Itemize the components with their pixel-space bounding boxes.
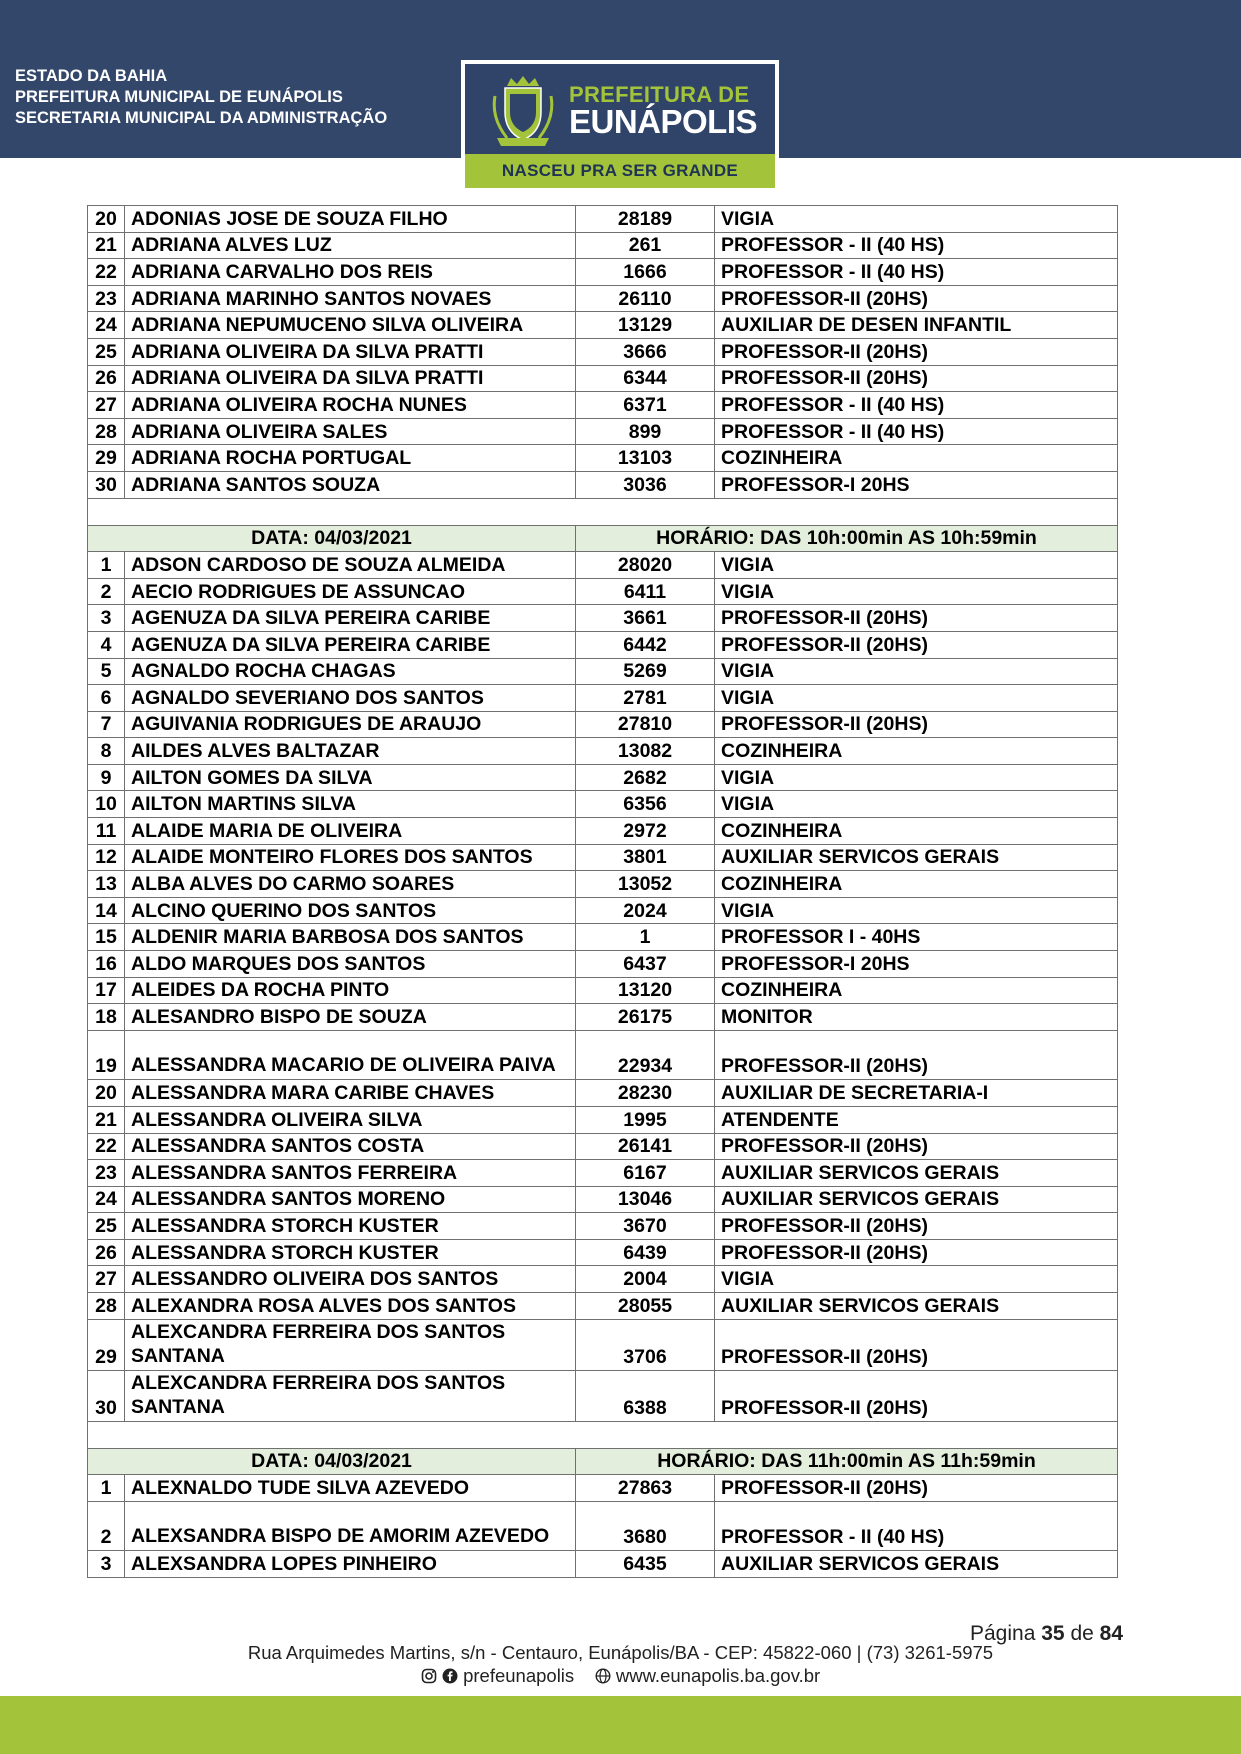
employee-name: AECIO RODRIGUES DE ASSUNCAO (125, 578, 576, 605)
table-row (88, 206, 1118, 233)
logo-title-line1: PREFEITURA DE (569, 82, 750, 107)
row-number: 28 (88, 1293, 125, 1320)
page-current: 35 (1041, 1622, 1065, 1645)
job-title: PROFESSOR - II (40 HS) (715, 392, 1118, 419)
registration-number: 5269 (576, 658, 715, 685)
table-row (88, 338, 1118, 365)
registration-number: 6435 (576, 1551, 715, 1578)
registration-number: 2972 (576, 818, 715, 845)
row-number: 27 (88, 392, 125, 419)
employee-name: ALESSANDRA SANTOS MORENO (125, 1186, 576, 1213)
table-row (88, 1106, 1118, 1133)
table-row (88, 1266, 1118, 1293)
prefeitura-logo (461, 60, 779, 192)
employee-name: ADRIANA NEPUMUCENO SILVA OLIVEIRA (125, 312, 576, 339)
employee-name: ADONIAS JOSE DE SOUZA FILHO (125, 206, 576, 233)
job-title: AUXILIAR DE SECRETARIA-I (715, 1080, 1118, 1107)
table-row (88, 445, 1118, 472)
registration-number: 27810 (576, 711, 715, 738)
table-row (88, 1501, 1118, 1551)
employee-name: AILTON MARTINS SILVA (125, 791, 576, 818)
job-title: COZINHEIRA (715, 818, 1118, 845)
job-title: AUXILIAR SERVICOS GERAIS (715, 844, 1118, 871)
employee-name: ALESSANDRA STORCH KUSTER (125, 1213, 576, 1240)
table-row (88, 259, 1118, 286)
employee-name: AGUIVANIA RODRIGUES DE ARAUJO (125, 711, 576, 738)
table-row (88, 1186, 1118, 1213)
table-row (88, 418, 1118, 445)
row-number: 3 (88, 1551, 125, 1578)
table-row (88, 605, 1118, 632)
table-row (88, 658, 1118, 685)
spacer-cell (88, 1421, 1118, 1448)
registration-number: 2682 (576, 764, 715, 791)
row-number: 17 (88, 977, 125, 1004)
job-title: PROFESSOR-II (20HS) (715, 605, 1118, 632)
row-number: 6 (88, 685, 125, 712)
table-row (88, 1160, 1118, 1187)
row-number: 3 (88, 605, 125, 632)
section-date: DATA: 04/03/2021 (88, 525, 576, 552)
row-number: 1 (88, 1475, 125, 1502)
table-row (88, 1004, 1118, 1031)
row-number: 10 (88, 791, 125, 818)
registration-number: 22934 (576, 1030, 715, 1080)
employee-name: ALDENIR MARIA BARBOSA DOS SANTOS (125, 924, 576, 951)
registration-number: 3661 (576, 605, 715, 632)
row-number: 20 (88, 1080, 125, 1107)
registration-number: 28189 (576, 206, 715, 233)
table-row (88, 924, 1118, 951)
job-title: AUXILIAR DE DESEN INFANTIL (715, 312, 1118, 339)
job-title: VIGIA (715, 897, 1118, 924)
employee-name: AILDES ALVES BALTAZAR (125, 738, 576, 765)
job-title: PROFESSOR-II (20HS) (715, 1475, 1118, 1502)
employee-name: ALESSANDRA MACARIO DE OLIVEIRA PAIVA (125, 1030, 576, 1080)
job-title: VIGIA (715, 552, 1118, 579)
page-total: 84 (1099, 1622, 1123, 1645)
spacer-cell (88, 498, 1118, 525)
row-number: 12 (88, 844, 125, 871)
job-title: AUXILIAR SERVICOS GERAIS (715, 1186, 1118, 1213)
table-row (88, 791, 1118, 818)
employee-name: ADRIANA ROCHA PORTUGAL (125, 445, 576, 472)
employee-name: ALEXSANDRA LOPES PINHEIRO (125, 1551, 576, 1578)
table-row (88, 1551, 1118, 1578)
row-number: 27 (88, 1266, 125, 1293)
job-title: PROFESSOR-II (20HS) (715, 1319, 1118, 1370)
employee-name: ALDO MARQUES DOS SANTOS (125, 951, 576, 978)
table-row (88, 951, 1118, 978)
registration-number: 13082 (576, 738, 715, 765)
page-prefix: Página (970, 1622, 1036, 1645)
job-title: PROFESSOR-II (20HS) (715, 285, 1118, 312)
row-number: 11 (88, 818, 125, 845)
table-row (88, 1239, 1118, 1266)
row-number: 26 (88, 365, 125, 392)
table-row (88, 1475, 1118, 1502)
job-title: PROFESSOR-II (20HS) (715, 338, 1118, 365)
row-number: 13 (88, 871, 125, 898)
facebook-icon (442, 1668, 458, 1684)
job-title: COZINHEIRA (715, 445, 1118, 472)
employee-name: AGNALDO SEVERIANO DOS SANTOS (125, 685, 576, 712)
globe-icon (595, 1668, 611, 1684)
table-row (88, 392, 1118, 419)
table-row (88, 764, 1118, 791)
row-number: 19 (88, 1030, 125, 1080)
row-number: 15 (88, 924, 125, 951)
header-line-secretariat: SECRETARIA MUNICIPAL DA ADMINISTRAÇÃO (15, 109, 388, 127)
row-number: 18 (88, 1004, 125, 1031)
employee-name: AILTON GOMES DA SILVA (125, 764, 576, 791)
row-number: 4 (88, 631, 125, 658)
employee-name: ALEXCANDRA FERREIRA DOS SANTOS SANTANA (125, 1370, 576, 1421)
table-row (88, 1319, 1118, 1370)
row-number: 22 (88, 259, 125, 286)
table-row (88, 844, 1118, 871)
job-title: PROFESSOR - II (40 HS) (715, 418, 1118, 445)
employee-name: ALESSANDRA SANTOS FERREIRA (125, 1160, 576, 1187)
table-row (88, 1293, 1118, 1320)
job-title: PROFESSOR-II (20HS) (715, 711, 1118, 738)
employee-name: ADRIANA OLIVEIRA ROCHA NUNES (125, 392, 576, 419)
row-number: 1 (88, 552, 125, 579)
table-row (88, 365, 1118, 392)
job-title: VIGIA (715, 578, 1118, 605)
row-number: 30 (88, 1370, 125, 1421)
row-number: 2 (88, 1501, 125, 1551)
job-title: PROFESSOR-II (20HS) (715, 1370, 1118, 1421)
job-title: PROFESSOR-II (20HS) (715, 365, 1118, 392)
employee-name: ALCINO QUERINO DOS SANTOS (125, 897, 576, 924)
registration-number: 1995 (576, 1106, 715, 1133)
row-number: 16 (88, 951, 125, 978)
registration-number: 3680 (576, 1501, 715, 1551)
registration-number: 13052 (576, 871, 715, 898)
employee-name: ALESSANDRA OLIVEIRA SILVA (125, 1106, 576, 1133)
job-title: VIGIA (715, 685, 1118, 712)
row-number: 28 (88, 418, 125, 445)
section-date: DATA: 04/03/2021 (88, 1448, 576, 1475)
table-row (88, 552, 1118, 579)
registration-number: 2004 (576, 1266, 715, 1293)
row-number: 22 (88, 1133, 125, 1160)
registration-number: 3666 (576, 338, 715, 365)
employee-name: ADRIANA CARVALHO DOS REIS (125, 259, 576, 286)
registration-number: 13120 (576, 977, 715, 1004)
job-title: PROFESSOR-II (20HS) (715, 1030, 1118, 1080)
job-title: VIGIA (715, 764, 1118, 791)
instagram-icon (421, 1668, 437, 1684)
table-row (88, 977, 1118, 1004)
job-title: PROFESSOR-II (20HS) (715, 1239, 1118, 1266)
header-line-state: ESTADO DA BAHIA (15, 67, 168, 85)
city-crest-icon (487, 72, 559, 148)
registration-number: 6388 (576, 1370, 715, 1421)
employee-name: ALESSANDRA SANTOS COSTA (125, 1133, 576, 1160)
job-title: PROFESSOR - II (40 HS) (715, 259, 1118, 286)
section-time: HORÁRIO: DAS 10h:00min AS 10h:59min (576, 525, 1118, 552)
job-title: PROFESSOR-I 20HS (715, 951, 1118, 978)
table-row (88, 1133, 1118, 1160)
table-row (88, 1213, 1118, 1240)
registration-number: 28020 (576, 552, 715, 579)
section-time: HORÁRIO: DAS 11h:00min AS 11h:59min (576, 1448, 1118, 1475)
table-row (88, 578, 1118, 605)
table-row (88, 738, 1118, 765)
job-title: PROFESSOR I - 40HS (715, 924, 1118, 951)
registration-number: 13103 (576, 445, 715, 472)
registration-number: 6437 (576, 951, 715, 978)
row-number: 26 (88, 1239, 125, 1266)
registration-number: 28230 (576, 1080, 715, 1107)
employee-name: ALESSANDRA MARA CARIBE CHAVES (125, 1080, 576, 1107)
job-title: PROFESSOR-I 20HS (715, 471, 1118, 498)
job-title: AUXILIAR SERVICOS GERAIS (715, 1160, 1118, 1187)
website-link[interactable]: www.eunapolis.ba.gov.br (615, 1665, 821, 1686)
row-number: 7 (88, 711, 125, 738)
employee-name: ALEXNALDO TUDE SILVA AZEVEDO (125, 1475, 576, 1502)
registration-number: 6442 (576, 631, 715, 658)
job-title: VIGIA (715, 1266, 1118, 1293)
registration-number: 6356 (576, 791, 715, 818)
table-row (88, 1370, 1118, 1421)
row-number: 25 (88, 1213, 125, 1240)
registration-number: 6344 (576, 365, 715, 392)
employee-name: ALAIDE MARIA DE OLIVEIRA (125, 818, 576, 845)
header-text (15, 66, 387, 129)
table-row (88, 312, 1118, 339)
registration-number: 27863 (576, 1475, 715, 1502)
registration-number: 6411 (576, 578, 715, 605)
row-number: 24 (88, 1186, 125, 1213)
registration-number: 6439 (576, 1239, 715, 1266)
registration-number: 3670 (576, 1213, 715, 1240)
registration-number: 13046 (576, 1186, 715, 1213)
registration-number: 26110 (576, 285, 715, 312)
registration-number: 26141 (576, 1133, 715, 1160)
registration-number: 2024 (576, 897, 715, 924)
table-row (88, 1080, 1118, 1107)
footer-links (0, 1665, 1241, 1687)
footer-address: Rua Arquimedes Martins, s/n - Centauro, Eunápolis/BA - CEP: 45822-060 | (73) 3261-5975 (247, 1642, 994, 1663)
job-title: AUXILIAR SERVICOS GERAIS (715, 1551, 1118, 1578)
registration-number: 3036 (576, 471, 715, 498)
job-title: COZINHEIRA (715, 871, 1118, 898)
section-header-row (88, 1448, 1118, 1475)
registration-number: 3801 (576, 844, 715, 871)
row-number: 30 (88, 471, 125, 498)
employee-name: ALESSANDRO OLIVEIRA DOS SANTOS (125, 1266, 576, 1293)
employee-name: ALEXSANDRA BISPO DE AMORIM AZEVEDO (125, 1501, 576, 1551)
row-number: 23 (88, 1160, 125, 1187)
table-row (88, 285, 1118, 312)
row-number: 29 (88, 1319, 125, 1370)
employee-name: AGENUZA DA SILVA PEREIRA CARIBE (125, 605, 576, 632)
employee-name: ADRIANA OLIVEIRA SALES (125, 418, 576, 445)
table-row (88, 631, 1118, 658)
row-number: 8 (88, 738, 125, 765)
registration-number: 899 (576, 418, 715, 445)
job-title: PROFESSOR-II (20HS) (715, 631, 1118, 658)
job-title: COZINHEIRA (715, 977, 1118, 1004)
employee-name: ALEXCANDRA FERREIRA DOS SANTOS SANTANA (125, 1319, 576, 1370)
table-row (88, 471, 1118, 498)
registration-number: 3706 (576, 1319, 715, 1370)
employee-name: AGNALDO ROCHA CHAGAS (125, 658, 576, 685)
job-title: PROFESSOR-II (20HS) (715, 1213, 1118, 1240)
registration-number: 13129 (576, 312, 715, 339)
table-row (88, 871, 1118, 898)
logo-title-line2: EUNÁPOLIS (569, 103, 758, 140)
footer-bar (0, 1696, 1241, 1754)
employee-name: ALBA ALVES DO CARMO SOARES (125, 871, 576, 898)
spacer-row (88, 498, 1118, 525)
employee-name: ADSON CARDOSO DE SOUZA ALMEIDA (125, 552, 576, 579)
row-number: 21 (88, 232, 125, 259)
row-number: 23 (88, 285, 125, 312)
registration-number: 26175 (576, 1004, 715, 1031)
header-line-city: PREFEITURA MUNICIPAL DE EUNÁPOLIS (15, 88, 343, 106)
registration-number: 2781 (576, 685, 715, 712)
job-title: COZINHEIRA (715, 738, 1118, 765)
row-number: 14 (88, 897, 125, 924)
table-row (88, 897, 1118, 924)
registration-number: 6167 (576, 1160, 715, 1187)
employee-name: ALESANDRO BISPO DE SOUZA (125, 1004, 576, 1031)
registration-number: 1 (576, 924, 715, 951)
employee-name: ADRIANA ALVES LUZ (125, 232, 576, 259)
employee-name: ADRIANA MARINHO SANTOS NOVAES (125, 285, 576, 312)
table-row (88, 685, 1118, 712)
job-title: PROFESSOR - II (40 HS) (715, 232, 1118, 259)
row-number: 2 (88, 578, 125, 605)
employee-name: ALEXANDRA ROSA ALVES DOS SANTOS (125, 1293, 576, 1320)
job-title: ATENDENTE (715, 1106, 1118, 1133)
job-title: VIGIA (715, 206, 1118, 233)
table-row (88, 232, 1118, 259)
page-of: de (1070, 1622, 1094, 1645)
row-number: 24 (88, 312, 125, 339)
employee-name: AGENUZA DA SILVA PEREIRA CARIBE (125, 631, 576, 658)
job-title: VIGIA (715, 791, 1118, 818)
table-row (88, 818, 1118, 845)
job-title: PROFESSOR-II (20HS) (715, 1133, 1118, 1160)
row-number: 5 (88, 658, 125, 685)
employee-name: ALEIDES DA ROCHA PINTO (125, 977, 576, 1004)
row-number: 25 (88, 338, 125, 365)
employee-name: ALESSANDRA STORCH KUSTER (125, 1239, 576, 1266)
table-row (88, 1030, 1118, 1080)
job-title: VIGIA (715, 658, 1118, 685)
employee-name: ADRIANA OLIVEIRA DA SILVA PRATTI (125, 365, 576, 392)
row-number: 21 (88, 1106, 125, 1133)
registration-number: 28055 (576, 1293, 715, 1320)
row-number: 20 (88, 206, 125, 233)
employee-name: ADRIANA OLIVEIRA DA SILVA PRATTI (125, 338, 576, 365)
employee-name: ADRIANA SANTOS SOUZA (125, 471, 576, 498)
job-title: AUXILIAR SERVICOS GERAIS (715, 1293, 1118, 1320)
registration-number: 1666 (576, 259, 715, 286)
employee-name: ALAIDE MONTEIRO FLORES DOS SANTOS (125, 844, 576, 871)
spacer-row (88, 1421, 1118, 1448)
registration-number: 261 (576, 232, 715, 259)
logo-tagline: NASCEU PRA SER GRANDE (465, 154, 775, 188)
row-number: 9 (88, 764, 125, 791)
job-title: MONITOR (715, 1004, 1118, 1031)
social-handle[interactable]: prefeunapolis (463, 1665, 575, 1686)
schedule-table (87, 205, 1118, 1578)
row-number: 29 (88, 445, 125, 472)
job-title: PROFESSOR - II (40 HS) (715, 1501, 1118, 1551)
section-header-row (88, 525, 1118, 552)
table-row (88, 711, 1118, 738)
registration-number: 6371 (576, 392, 715, 419)
